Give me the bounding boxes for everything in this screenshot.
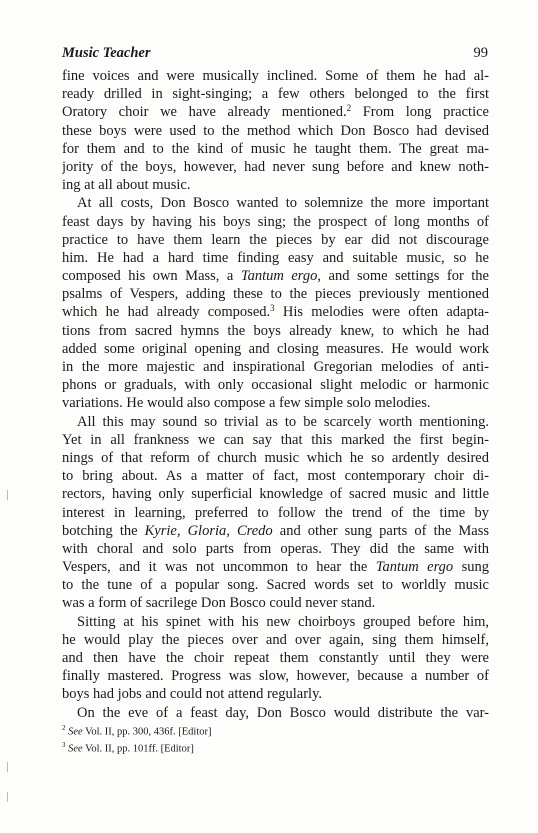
text-line: to the tune of a popular song. Sacred words set to worldly music [62,577,489,594]
footnote: $^3$ See Vol. II, pp. 101ff. [Editor] [62,740,194,754]
text-line: Oratory choir we have already mentioned.$^2$ From long practice [62,103,489,121]
text-line: ready drilled in sight-singing; a few others belonged to the first [62,86,489,103]
text-line: Vespers, and it was not uncommon to hear the Tantum ergo sung [62,559,489,576]
text-line: finally mastered. Progress was slow, however, because a number of [62,668,489,685]
text-line: composed his own Mass, a Tantum ergo, and some settings for the [62,268,489,285]
text-line: tions from sacred hymns the boys already knew, to which he had [62,322,489,339]
text-line: these boys were used to the method which Don Bosco had devised [62,122,489,139]
body-text [62,67,489,722]
text-line: he would play the pieces over and over again, sing them himself, [62,631,489,648]
scan-margin-mark [7,792,8,802]
text-line: phons or graduals, with only occasional slight melodic or harmonic [62,377,489,394]
text-line: On the eve of a feast day, Don Bosco would distribute the var- [77,704,489,721]
text-line: with choral and solo parts from operas. They did the same with [62,540,489,557]
page-number: 99 [473,45,488,61]
text-line: nings of that reform of church music which he so ardently desired [62,449,489,466]
footnote: $^2$ See Vol. II, pp. 300, 436f. [Editor] [62,724,212,738]
text-line: practice to have them learn the pieces by ear did not discourage [62,231,489,248]
text-line: Yet in all frankness we can say that this marked the first begin- [62,431,489,448]
text-line: him. He had a hard time finding easy and suitable music, so he [62,249,489,266]
text-line: fine voices and were musically inclined. Some of them he had al- [62,68,489,84]
text-line: boys had jobs and could not attend regularly. [62,686,323,703]
footnote-ref: 2 [346,103,352,114]
text-line: interest in learning, preferred to follow the trend of the time by [62,504,489,521]
text-line: Sitting at his spinet with his new choirboys grouped before him, [77,613,489,630]
text-line: jority of the boys, however, had never sung before and knew noth- [62,158,489,175]
text-line: psalms of Vespers, adding these to the pieces previously mentioned [62,286,489,303]
footnotes [62,722,489,755]
scan-margin-mark [7,762,8,772]
text-line: to bring about. As a matter of fact, most contemporary choir di- [62,468,489,485]
text-line: variations. He would also compose a few simple solo melodies. [62,395,431,412]
running-header [62,45,488,65]
text-line: for them and to the kind of music he taught them. The great ma- [62,140,489,157]
text-line: was a form of sacrilege Don Bosco could never stand. [62,595,376,612]
text-line: At all costs, Don Bosco wanted to solemnize the more important [77,195,489,212]
text-line: and then have the choir repeat them constantly until they were [62,650,489,666]
text-line: added some original opening and closing measures. He would work [62,340,489,357]
scan-margin-mark [7,490,8,500]
text-line: ing at all about music. [62,177,191,194]
text-line: in the more majestic and inspirational Gregorian melodies of anti- [62,359,489,375]
text-line: which he had already composed.$^3$ His melodies were often adapta- [62,303,489,321]
text-line: All this may sound so trivial as to be scarcely worth mentioning. [77,413,489,430]
chapter-title: Music Teacher [62,45,151,61]
text-line: botching the Kyrie, Gloria, Credo and other sung parts of the Mass [62,522,489,539]
text-line: feast days by having his boys sing; the prospect of long months of [62,213,489,230]
footnote-ref: 3 [270,303,275,314]
text-line: rectors, having only superficial knowledge of sacred music and little [62,486,489,503]
